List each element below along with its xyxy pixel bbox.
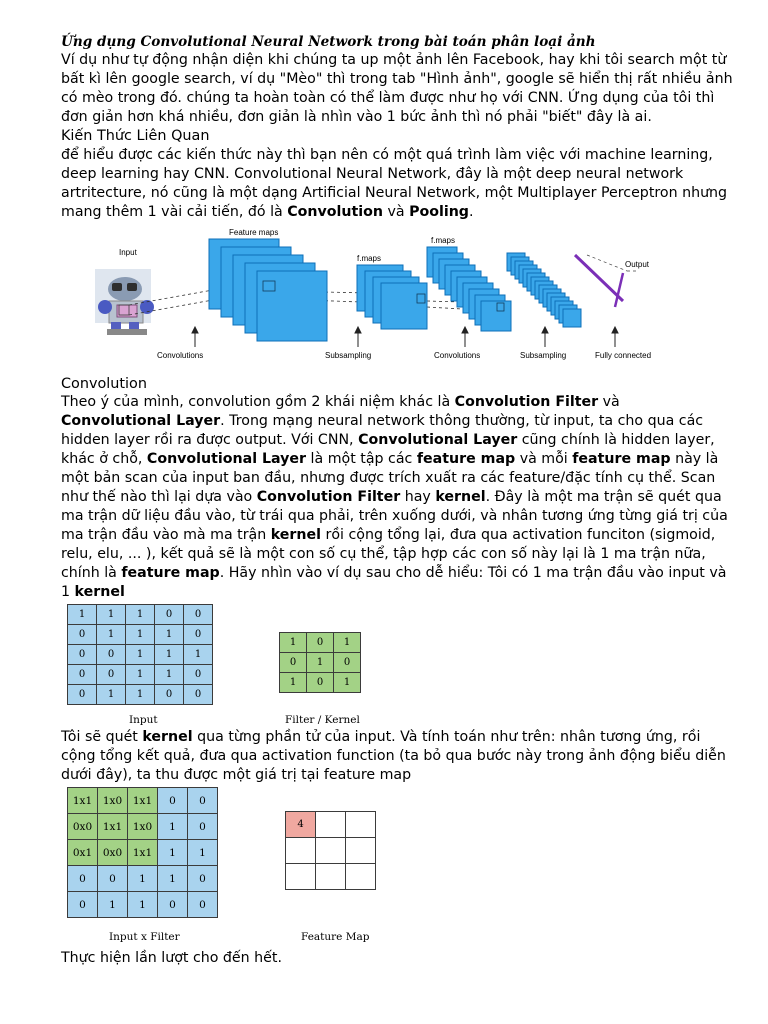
matrix-cell: 1x1 bbox=[68, 788, 98, 814]
matrix-cell: 0 bbox=[68, 685, 97, 705]
text-run: hay bbox=[400, 489, 436, 505]
matrix-cell: 1 bbox=[280, 673, 307, 693]
section-heading-convolution: Convolution bbox=[61, 376, 147, 392]
matrix-cell bbox=[316, 812, 346, 838]
matrix-cell: 1 bbox=[188, 840, 218, 866]
text-run: cũng chính là hidden layer, khác ở chỗ, bbox=[61, 432, 715, 467]
matrix-cell bbox=[346, 812, 376, 838]
document-title: Ứng dụng Convolutional Neural Network trong bài toán phân loại ảnh bbox=[61, 34, 596, 50]
matrix-cell: 1 bbox=[307, 653, 334, 673]
bold-term: Pooling bbox=[409, 204, 469, 220]
bold-term: Convolutional Layer bbox=[61, 413, 221, 429]
matrix-cell bbox=[316, 864, 346, 890]
matrix-cell: 0 bbox=[158, 892, 188, 918]
second-subsampled-maps-layer bbox=[507, 253, 581, 327]
matrix-cell: 1x0 bbox=[98, 788, 128, 814]
matrix-cell: 1 bbox=[68, 605, 97, 625]
intro-paragraph: Ví dụ như tự động nhận diện khi chúng ta up một ảnh lên Facebook, hay khi tôi search một từ bất kì lên google search, ví dụ "Mèo" thì trong tab "Hình ảnh", google sẽ hiển thị rất nhiều ảnh có mèo trong đó. chúng ta hoàn toàn có thể làm được như họ với CNN. Ứng dụng của tôi thì đơn giản hơn khá nhiều, đơn giản là nhìn vào 1 bức ảnh thì nó phải "biết" đây là ai. bbox=[61, 52, 733, 125]
bold-term: kernel bbox=[74, 584, 125, 600]
matrix-cell: 0 bbox=[307, 673, 334, 693]
matrix-cell: 0x0 bbox=[98, 840, 128, 866]
matrix-cell: 0 bbox=[184, 605, 213, 625]
input-times-filter-matrix bbox=[67, 787, 218, 918]
section-heading-related-knowledge: Kiến Thức Liên Quan bbox=[61, 128, 210, 144]
label-fmaps-2: f.maps bbox=[431, 236, 456, 245]
text-run: Theo ý của mình, convolution gồm 2 khái niệm khác là bbox=[61, 394, 455, 410]
matrix-cell bbox=[346, 864, 376, 890]
robot-input-image bbox=[95, 269, 154, 335]
label-input: Input bbox=[119, 248, 137, 257]
matrix-cell: 4 bbox=[286, 812, 316, 838]
matrix-cell: 1 bbox=[158, 840, 188, 866]
matrix-cell: 1 bbox=[97, 685, 126, 705]
input-matrix bbox=[67, 604, 213, 705]
bold-term: kernel bbox=[142, 729, 193, 745]
matrix-cell: 0 bbox=[97, 665, 126, 685]
matrix-cell: 1 bbox=[184, 645, 213, 665]
bold-term: kernel bbox=[270, 527, 322, 543]
matrix-cell: 0 bbox=[68, 866, 98, 892]
matrix-cell: 0 bbox=[68, 645, 97, 665]
feature-map-matrix bbox=[285, 811, 376, 890]
matrix-cell: 0 bbox=[280, 653, 307, 673]
text-run: và mỗi bbox=[515, 451, 573, 467]
feature-maps-layer bbox=[209, 239, 327, 341]
matrix-cell: 1 bbox=[97, 605, 126, 625]
matrix-cell: 0 bbox=[98, 866, 128, 892]
convolution-paragraph bbox=[61, 393, 733, 602]
bold-term: Convolutional Layer bbox=[146, 451, 307, 467]
related-knowledge-paragraph bbox=[61, 146, 733, 222]
bold-term: feature map bbox=[121, 565, 220, 581]
label-subsampling-1: Subsampling bbox=[325, 351, 372, 360]
input-filter-figure bbox=[61, 602, 733, 728]
matrix-cell bbox=[346, 838, 376, 864]
matrix-cell: 0 bbox=[334, 653, 361, 673]
second-conv-maps-layer bbox=[427, 247, 511, 331]
bold-term: Convolution Filter bbox=[454, 394, 599, 410]
matrix-cell: 0x1 bbox=[68, 840, 98, 866]
matrix-cell: 1 bbox=[98, 892, 128, 918]
matrix-cell: 0 bbox=[184, 685, 213, 705]
matrix-cell: 0 bbox=[155, 685, 184, 705]
filter-caption: Filter / Kernel bbox=[285, 714, 360, 726]
subsampled-maps-layer bbox=[357, 265, 427, 329]
matrix-cell: 1 bbox=[126, 645, 155, 665]
text-run: rồi cộng tổng lại, đưa qua activation funciton (sigmoid, relu, elu, ... ), kết quả sẽ là một con số cụ thể, tập hợp các con số này lại là 1 ma trận nữa, chính là bbox=[61, 527, 716, 581]
matrix-cell: 0 bbox=[68, 892, 98, 918]
filter-matrix bbox=[279, 632, 361, 693]
matrix-cell: 1 bbox=[334, 673, 361, 693]
document-page bbox=[61, 33, 733, 968]
matrix-cell: 1 bbox=[155, 625, 184, 645]
text-run: và bbox=[598, 394, 620, 410]
label-subsampling-2: Subsampling bbox=[520, 351, 567, 360]
bold-term: feature map bbox=[416, 451, 516, 467]
matrix-cell: 1 bbox=[126, 685, 155, 705]
matrix-cell bbox=[286, 838, 316, 864]
label-convolutions-1: Convolutions bbox=[157, 351, 204, 360]
closing-paragraph: Thực hiện lần lượt cho đến hết. bbox=[61, 950, 282, 966]
bold-term: feature map bbox=[572, 451, 671, 467]
label-feature-maps: Feature maps bbox=[229, 228, 279, 237]
matrix-cell: 1 bbox=[334, 633, 361, 653]
matrix-cell: 0 bbox=[188, 814, 218, 840]
matrix-cell: 1 bbox=[126, 605, 155, 625]
matrix-cell: 1 bbox=[126, 625, 155, 645]
matrix-cell: 0 bbox=[184, 625, 213, 645]
input-caption: Input bbox=[129, 714, 158, 726]
matrix-cell: 1 bbox=[155, 645, 184, 665]
matrix-cell: 1 bbox=[158, 866, 188, 892]
label-fully-connected: Fully connected bbox=[595, 351, 652, 360]
matrix-cell: 1 bbox=[126, 665, 155, 685]
cnn-architecture-figure bbox=[67, 225, 699, 373]
feature-map-caption: Feature Map bbox=[301, 931, 370, 943]
bold-term: Convolution bbox=[287, 204, 383, 220]
matrix-cell: 0 bbox=[97, 645, 126, 665]
matrix-cell: 1 bbox=[128, 866, 158, 892]
text-run: Tôi sẽ quét bbox=[61, 729, 143, 745]
matrix-cell: 0 bbox=[188, 892, 218, 918]
matrix-cell bbox=[316, 838, 346, 864]
matrix-cell: 0 bbox=[158, 788, 188, 814]
bold-term: Convolution Filter bbox=[256, 489, 401, 505]
bold-term: kernel bbox=[435, 489, 486, 505]
matrix-cell: 1 bbox=[280, 633, 307, 653]
bold-term: Convolutional Layer bbox=[358, 432, 518, 448]
text-run: qua từng phần tử của input. Và tính toán như trên: nhân tương ứng, rồi cộng tổng kết quả, đưa qua activation function (ta bỏ qua bước này trong ảnh động biểu diễn dưới đây), ta thu được một giá trị tại feature map bbox=[61, 729, 726, 783]
matrix-cell: 0 bbox=[307, 633, 334, 653]
matrix-cell: 1x0 bbox=[128, 814, 158, 840]
matrix-cell bbox=[286, 864, 316, 890]
matrix-cell: 0 bbox=[68, 665, 97, 685]
text-run: . Trong mạng neural network thông thường, từ input, ta cho qua các hidden layer rồi ra được output. Với CNN, bbox=[61, 413, 704, 448]
text-run: . Hãy nhìn vào ví dụ sau cho dễ hiểu: Tôi có 1 ma trận đầu vào input và 1 bbox=[61, 565, 727, 600]
cnn-architecture-diagram bbox=[67, 225, 699, 373]
label-convolutions-2: Convolutions bbox=[434, 351, 481, 360]
matrix-cell: 0 bbox=[68, 625, 97, 645]
text-run: là một tập các bbox=[306, 451, 417, 467]
text-run: này là một bản scan của input ban đầu, nhưng được trích xuất ra các feature/đặc tính cụ thể. Scan như thế nào thì lại dựa vào bbox=[61, 451, 719, 505]
matrix-cell: 0 bbox=[184, 665, 213, 685]
input-x-filter-caption: Input x Filter bbox=[109, 931, 180, 943]
matrix-cell: 1x1 bbox=[98, 814, 128, 840]
matrix-cell: 0 bbox=[155, 605, 184, 625]
label-output: Output bbox=[625, 260, 650, 269]
text-run: . bbox=[468, 204, 474, 220]
matrix-cell: 1 bbox=[97, 625, 126, 645]
text-run: để hiểu được các kiến thức này thì bạn nên có một quá trình làm việc với machine learning, deep learning hay CNN. Convolutional Neural Network, đây là một deep neural network artritecture, nó cũng là một dạng Artificial Neural Network, một Multiplayer Perceptron nhưng mang thêm 1 vài cải tiến, đó là bbox=[61, 147, 728, 220]
matrix-cell: 1 bbox=[128, 892, 158, 918]
matrix-cell: 0 bbox=[188, 866, 218, 892]
matrix-cell: 1x1 bbox=[128, 840, 158, 866]
label-fmaps-1: f.maps bbox=[357, 254, 382, 263]
matrix-cell: 1x1 bbox=[128, 788, 158, 814]
scan-paragraph bbox=[61, 728, 733, 785]
convolution-step-figure bbox=[61, 785, 733, 949]
matrix-cell: 0 bbox=[188, 788, 218, 814]
text-run: . Đây là một ma trận sẽ quét qua ma trận dữ liệu đầu vào, từ trái qua phải, trên xuống dưới, và nhân tương ứng từng giá trị của ma trận đầu vào mà ma trận bbox=[61, 489, 728, 543]
text-run: và bbox=[382, 204, 410, 220]
matrix-cell: 1 bbox=[155, 665, 184, 685]
matrix-cell: 0x0 bbox=[68, 814, 98, 840]
matrix-cell: 1 bbox=[158, 814, 188, 840]
